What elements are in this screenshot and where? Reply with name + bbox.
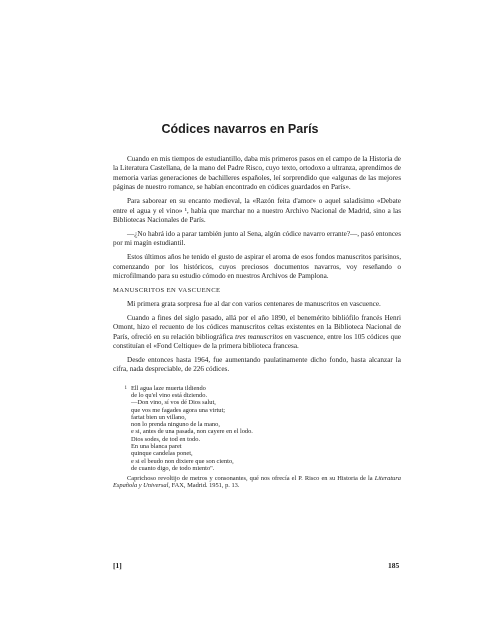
- paragraph: Cuando a fines del siglo pasado, allá por el año 1890, el benemérito bibliófilo francés Henri Omont, hizo el recuento de los códices manuscritos celtas existentes en la Biblioteca Nacional de París, ofreció en su relación bibliográfica tres manuscritos en vascuence, entre los 105 códices que constituían el «Fond Celtique» de la primera biblioteca francesa.: [113, 313, 401, 350]
- verse-line: non lo prenda ninguno de la mano,: [131, 421, 220, 429]
- verse-line: Dios sodes, de tod en todo.: [131, 435, 201, 443]
- paragraph: Para saborear en su encanto medieval, la «Razón feita d'amor» o aquel saladísimo «Debate entre el agua y el vino» ¹, había que marchar no a nuestro Archivo Nacional de Madrid, sino a las Bibliotecas Nacionales de París.: [113, 197, 401, 224]
- verse-line: quinque candelas ponet,: [131, 450, 193, 458]
- page-number: 185: [388, 561, 400, 570]
- verse-line: de cuanto digo, de todo miento".: [131, 464, 215, 472]
- verse-line: —Don vino, sí vos dé Dios salut,: [131, 399, 216, 407]
- paragraph: —¿No habrá ido a parar también junto al Sena, algún códice navarro errante?—, pasó entonces por mi magín estudiantil.: [113, 229, 401, 248]
- verse-line: e si, antes de una pasada, non cayere en el lodo.: [131, 428, 253, 436]
- verse-line: que vos me fagades agora una virtut;: [131, 406, 226, 414]
- verse-line: fartat bien un villano,: [131, 413, 187, 421]
- verse-line: Ell agua laze muerta ildiendo: [131, 384, 206, 392]
- footnote-mark: 1: [124, 385, 127, 391]
- page-reference: [1]: [113, 561, 122, 570]
- page-title: Códices navarros en París: [161, 122, 319, 136]
- paragraph: Desde entonces hasta 1964, fue aumentando paulatinamente dicho fondo, hasta alcanzar la cifra, nada despreciable, de 226 códices.: [113, 355, 401, 374]
- verse-line: En una blanca paret: [131, 443, 182, 450]
- verse-line: e si el beudo non dixiere que son ciento,: [131, 457, 234, 465]
- verse-line: de lo qu'el vino está diziendo.: [131, 391, 208, 399]
- footnote-text: Caprichoso revoltijo de metros y consonantes, qué nos ofrecía el P. Risco en su Historia de la Literatura Española y Universal, FAX, Madrid. 1951, p. 13.: [113, 475, 401, 490]
- section-heading: MANUSCRITOS EN VASCUENCE: [113, 286, 221, 294]
- footnote-verse: [131, 385, 253, 473]
- paragraph: Cuando en mis tiempos de estudiantillo, daba mis primeros pasos en el campo de la Historia de la Literatura Castellana, de la mano del Padre Risco, cuyo texto, ortodoxo a ultranza, aprendimos de memoria varias generaciones de bachilleres españoles, leí sorprendido que «algunas de las mejores páginas de nuestro romance, se habían encontrado en códices guardados en París».: [113, 155, 402, 192]
- footnote: [113, 385, 401, 490]
- paragraph: Estos últimos años he tenido el gusto de aspirar el aroma de esos fondos manuscritos parisinos, comenzando por los históricos, cuyos preciosos documentos navarros, voy reseñando o microfilmando para su estudio cómodo en nuestros Archivos de Pamplona.: [113, 253, 401, 280]
- paragraph: Mi primera grata sorpresa fue al dar con varios centenares de manuscritos en vascuence.: [127, 299, 381, 308]
- body-text: [113, 155, 401, 490]
